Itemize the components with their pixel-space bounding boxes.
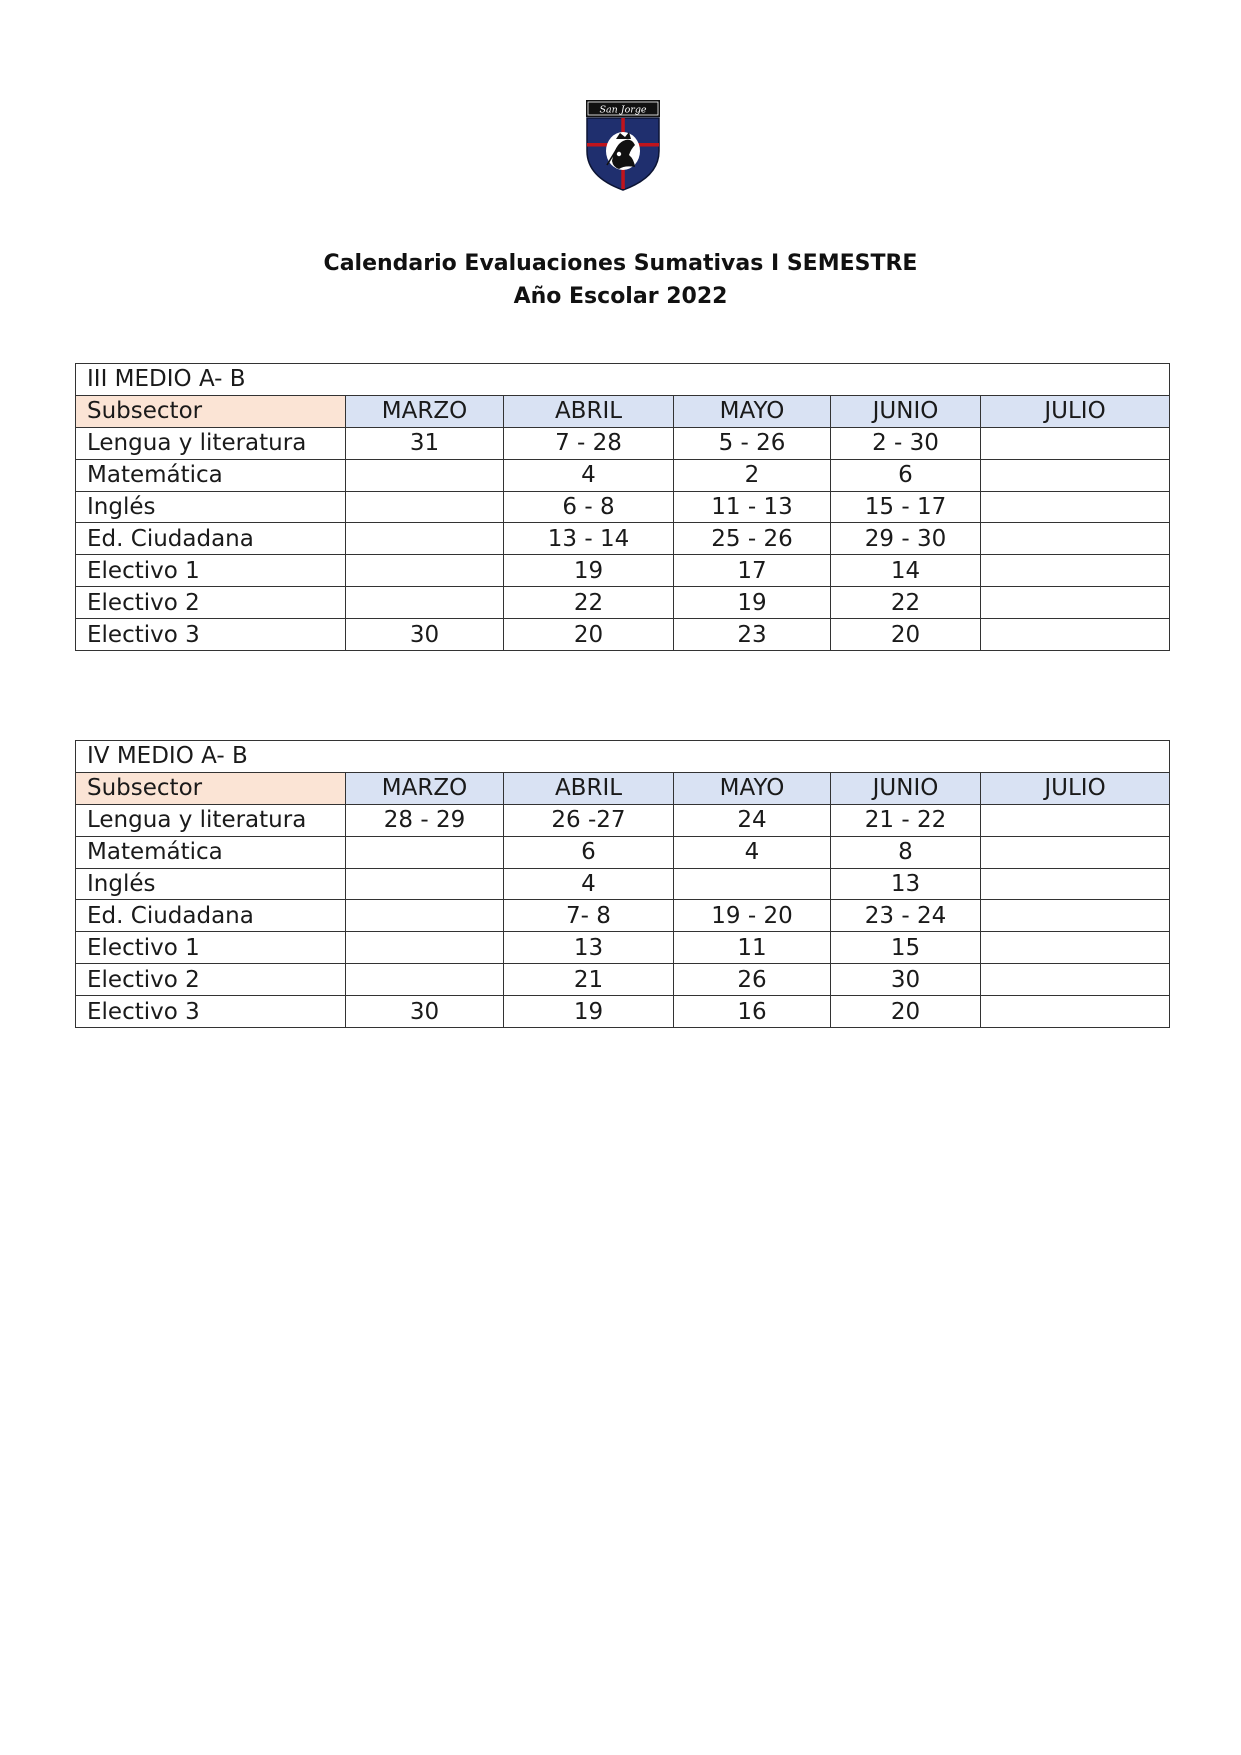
date-cell [981, 836, 1170, 868]
date-cell: 16 [674, 996, 831, 1028]
date-cell: 6 [504, 836, 674, 868]
date-cell [346, 587, 504, 619]
date-cell: 30 [346, 996, 504, 1028]
date-cell: 21 - 22 [831, 804, 981, 836]
date-cell: 14 [831, 555, 981, 587]
date-cell: 6 - 8 [504, 491, 674, 523]
header-month: JULIO [981, 395, 1170, 427]
date-cell: 20 [504, 619, 674, 651]
svg-text:San Jorge: San Jorge [599, 104, 647, 116]
date-cell [981, 555, 1170, 587]
subject-cell: Matemática [76, 459, 346, 491]
date-cell: 26 -27 [504, 804, 674, 836]
date-cell: 17 [674, 555, 831, 587]
date-cell [674, 868, 831, 900]
date-cell [981, 804, 1170, 836]
table-body [76, 364, 1170, 651]
table-row [76, 523, 1170, 555]
date-cell: 7 - 28 [504, 427, 674, 459]
header-month: JULIO [981, 772, 1170, 804]
date-cell: 20 [831, 619, 981, 651]
date-cell: 26 [674, 964, 831, 996]
header-month: MAYO [674, 772, 831, 804]
date-cell: 2 - 30 [831, 427, 981, 459]
evaluation-table-iii-medio [75, 363, 1170, 651]
date-cell [346, 964, 504, 996]
table-row [76, 459, 1170, 491]
date-cell: 19 [504, 996, 674, 1028]
date-cell: 4 [504, 868, 674, 900]
date-cell [981, 964, 1170, 996]
date-cell: 24 [674, 804, 831, 836]
subject-cell: Electivo 3 [76, 996, 346, 1028]
date-cell [346, 555, 504, 587]
date-cell: 11 - 13 [674, 491, 831, 523]
date-cell: 6 [831, 459, 981, 491]
subject-cell: Electivo 2 [76, 587, 346, 619]
subject-cell: Ed. Ciudadana [76, 900, 346, 932]
date-cell: 31 [346, 427, 504, 459]
date-cell [346, 868, 504, 900]
date-cell: 19 [504, 555, 674, 587]
table-row [76, 932, 1170, 964]
date-cell [346, 836, 504, 868]
header-month: JUNIO [831, 772, 981, 804]
header-month: ABRIL [504, 772, 674, 804]
table-row [76, 804, 1170, 836]
table-row [76, 996, 1170, 1028]
group-row [76, 741, 1170, 773]
date-cell [981, 491, 1170, 523]
header-month: MARZO [346, 395, 504, 427]
date-cell [981, 427, 1170, 459]
date-cell: 28 - 29 [346, 804, 504, 836]
date-cell [346, 932, 504, 964]
date-cell: 22 [831, 587, 981, 619]
table-row [76, 427, 1170, 459]
header-month: JUNIO [831, 395, 981, 427]
header-subsector: Subsector [76, 772, 346, 804]
date-cell [981, 523, 1170, 555]
date-cell [981, 587, 1170, 619]
header-row [76, 772, 1170, 804]
date-cell: 4 [504, 459, 674, 491]
date-cell: 19 - 20 [674, 900, 831, 932]
date-cell [346, 491, 504, 523]
date-cell: 4 [674, 836, 831, 868]
date-cell [981, 868, 1170, 900]
table-row [76, 491, 1170, 523]
header-month: ABRIL [504, 395, 674, 427]
date-cell: 13 [831, 868, 981, 900]
subject-cell: Inglés [76, 491, 346, 523]
date-cell: 23 [674, 619, 831, 651]
date-cell [981, 996, 1170, 1028]
date-cell: 29 - 30 [831, 523, 981, 555]
title-line-1: Calendario Evaluaciones Sumativas I SEMESTRE [323, 251, 918, 276]
group-label: IV MEDIO A- B [76, 741, 1170, 773]
subject-cell: Electivo 1 [76, 932, 346, 964]
group-label: III MEDIO A- B [76, 364, 1170, 396]
date-cell: 2 [674, 459, 831, 491]
date-cell: 15 - 17 [831, 491, 981, 523]
date-cell: 23 - 24 [831, 900, 981, 932]
date-cell [346, 900, 504, 932]
table-row [76, 555, 1170, 587]
date-cell [346, 459, 504, 491]
date-cell: 25 - 26 [674, 523, 831, 555]
table-row [76, 900, 1170, 932]
school-crest-logo [585, 99, 661, 191]
date-cell: 30 [346, 619, 504, 651]
date-cell: 15 [831, 932, 981, 964]
subject-cell: Electivo 3 [76, 619, 346, 651]
header-month: MAYO [674, 395, 831, 427]
date-cell [981, 619, 1170, 651]
subject-cell: Inglés [76, 868, 346, 900]
date-cell: 22 [504, 587, 674, 619]
date-cell [981, 932, 1170, 964]
date-cell: 19 [674, 587, 831, 619]
table-row [76, 836, 1170, 868]
header-month: MARZO [346, 772, 504, 804]
date-cell [981, 459, 1170, 491]
subject-cell: Matemática [76, 836, 346, 868]
date-cell: 13 [504, 932, 674, 964]
table-row [76, 964, 1170, 996]
date-cell: 11 [674, 932, 831, 964]
date-cell: 7- 8 [504, 900, 674, 932]
date-cell: 13 - 14 [504, 523, 674, 555]
subject-cell: Ed. Ciudadana [76, 523, 346, 555]
subject-cell: Lengua y literatura [76, 427, 346, 459]
date-cell: 20 [831, 996, 981, 1028]
title-line-2: Año Escolar 2022 [513, 284, 728, 309]
table-body [76, 741, 1170, 1028]
subject-cell: Electivo 1 [76, 555, 346, 587]
subject-cell: Lengua y literatura [76, 804, 346, 836]
date-cell: 30 [831, 964, 981, 996]
table-row [76, 619, 1170, 651]
date-cell [346, 523, 504, 555]
group-row [76, 364, 1170, 396]
header-subsector: Subsector [76, 395, 346, 427]
date-cell: 21 [504, 964, 674, 996]
header-row [76, 395, 1170, 427]
date-cell: 8 [831, 836, 981, 868]
document-title [0, 247, 1241, 313]
date-cell [981, 900, 1170, 932]
subject-cell: Electivo 2 [76, 964, 346, 996]
date-cell: 5 - 26 [674, 427, 831, 459]
table-row [76, 868, 1170, 900]
evaluation-table-iv-medio [75, 740, 1170, 1028]
table-row [76, 587, 1170, 619]
